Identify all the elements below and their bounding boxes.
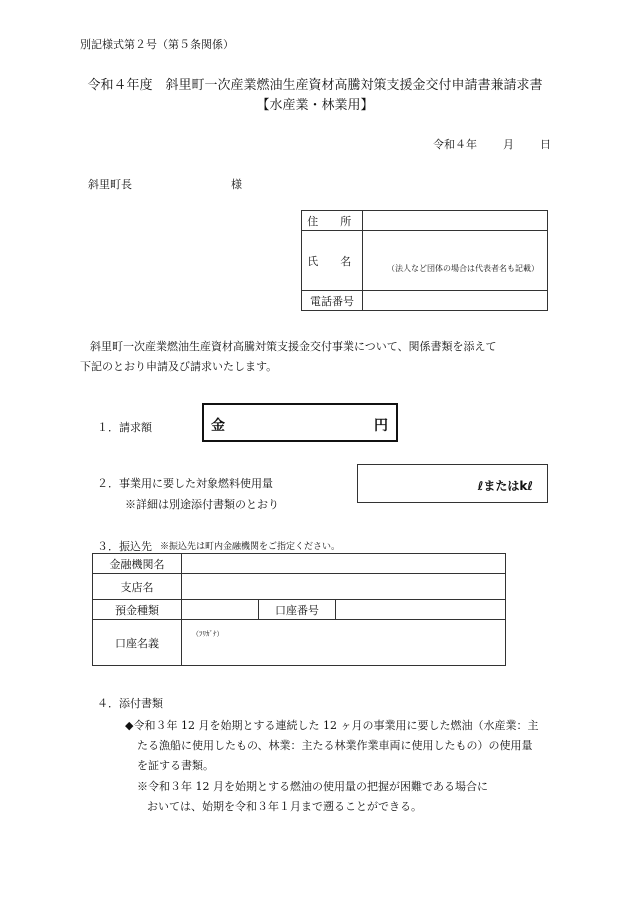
date-day: 日 [540,138,551,151]
name-field[interactable] [363,231,548,291]
claim-amount-field[interactable] [202,403,398,442]
recipient-honorific: 様 [231,178,242,191]
address-label: 住 所 [302,211,363,231]
applicant-table [301,210,548,311]
date-era: 令和４年 [433,138,477,151]
account-type-field[interactable] [182,600,259,620]
attachment-note-line: おいては、始期を令和３年１月まで遡ることができる。 [147,800,422,813]
address-field[interactable] [363,211,548,231]
fuel-usage-label: ２．事業用に要した対象燃料使用量 [97,477,273,490]
phone-label: 電話番号 [302,291,363,311]
name-label: 氏 名 [302,231,363,291]
account-number-label: 口座番号 [259,600,336,620]
intro-text-line2: 下記のとおり申請及び請求いたします。 [80,360,278,373]
date-month: 月 [503,138,514,151]
name-note: （法人など団体の場合は代表者名も記載） [387,264,539,273]
phone-field[interactable] [363,291,548,311]
document-title: 令和４年度 斜里町一次産業燃油生産資材高騰対策支援金交付申請書兼請求書 [87,78,543,93]
branch-name-label: 支店名 [93,574,182,600]
document-subtitle: 【水産業・林業用】 [256,98,374,113]
fuel-usage-note: ※詳細は別途添付書類のとおり [125,498,279,511]
fuel-usage-field[interactable] [357,464,548,503]
account-holder-label: 口座名義 [93,620,182,666]
intro-text-line1: 斜里町一次産業燃油生産資材高騰対策支援金交付事業について、関係書類を添えて [90,340,497,353]
attachment-line: ◆令和３年 12 月を始期とする連続した 12 ヶ月の事業用に要した燃油（水産業：主 [125,719,539,732]
bank-name-field[interactable] [182,554,506,574]
attachments-label: ４．添付書類 [97,697,163,710]
application-date [433,136,551,152]
furigana-label: （ﾌﾘｶﾞﾅ） [192,629,224,638]
amount-suffix: 円 [374,418,388,434]
bank-account-table [92,553,506,666]
account-type-label: 預金種類 [93,600,182,620]
transfer-destination-note: ※振込先は町内金融機関をご指定ください。 [160,542,341,552]
recipient-name: 斜里町長 [88,178,132,191]
bank-name-label: 金融機関名 [93,554,182,574]
account-number-field[interactable] [336,600,506,620]
form-number: 別記様式第２号（第５条関係） [80,38,234,51]
fuel-unit: ℓまたはkℓ [477,479,533,493]
attachment-note-line: ※令和３年 12 月を始期とする燃油の使用量の把握が困難である場合に [137,780,488,793]
amount-prefix: 金 [211,418,225,434]
account-holder-field[interactable] [182,620,506,666]
branch-name-field[interactable] [182,574,506,600]
transfer-destination-label: ３．振込先 [97,540,152,553]
attachment-line: を証する書類。 [137,759,214,772]
claim-amount-label: １．請求額 [97,421,152,434]
attachment-line: たる漁船に使用したもの、林業：主たる林業作業車両に使用したもの）の使用量 [137,739,533,752]
